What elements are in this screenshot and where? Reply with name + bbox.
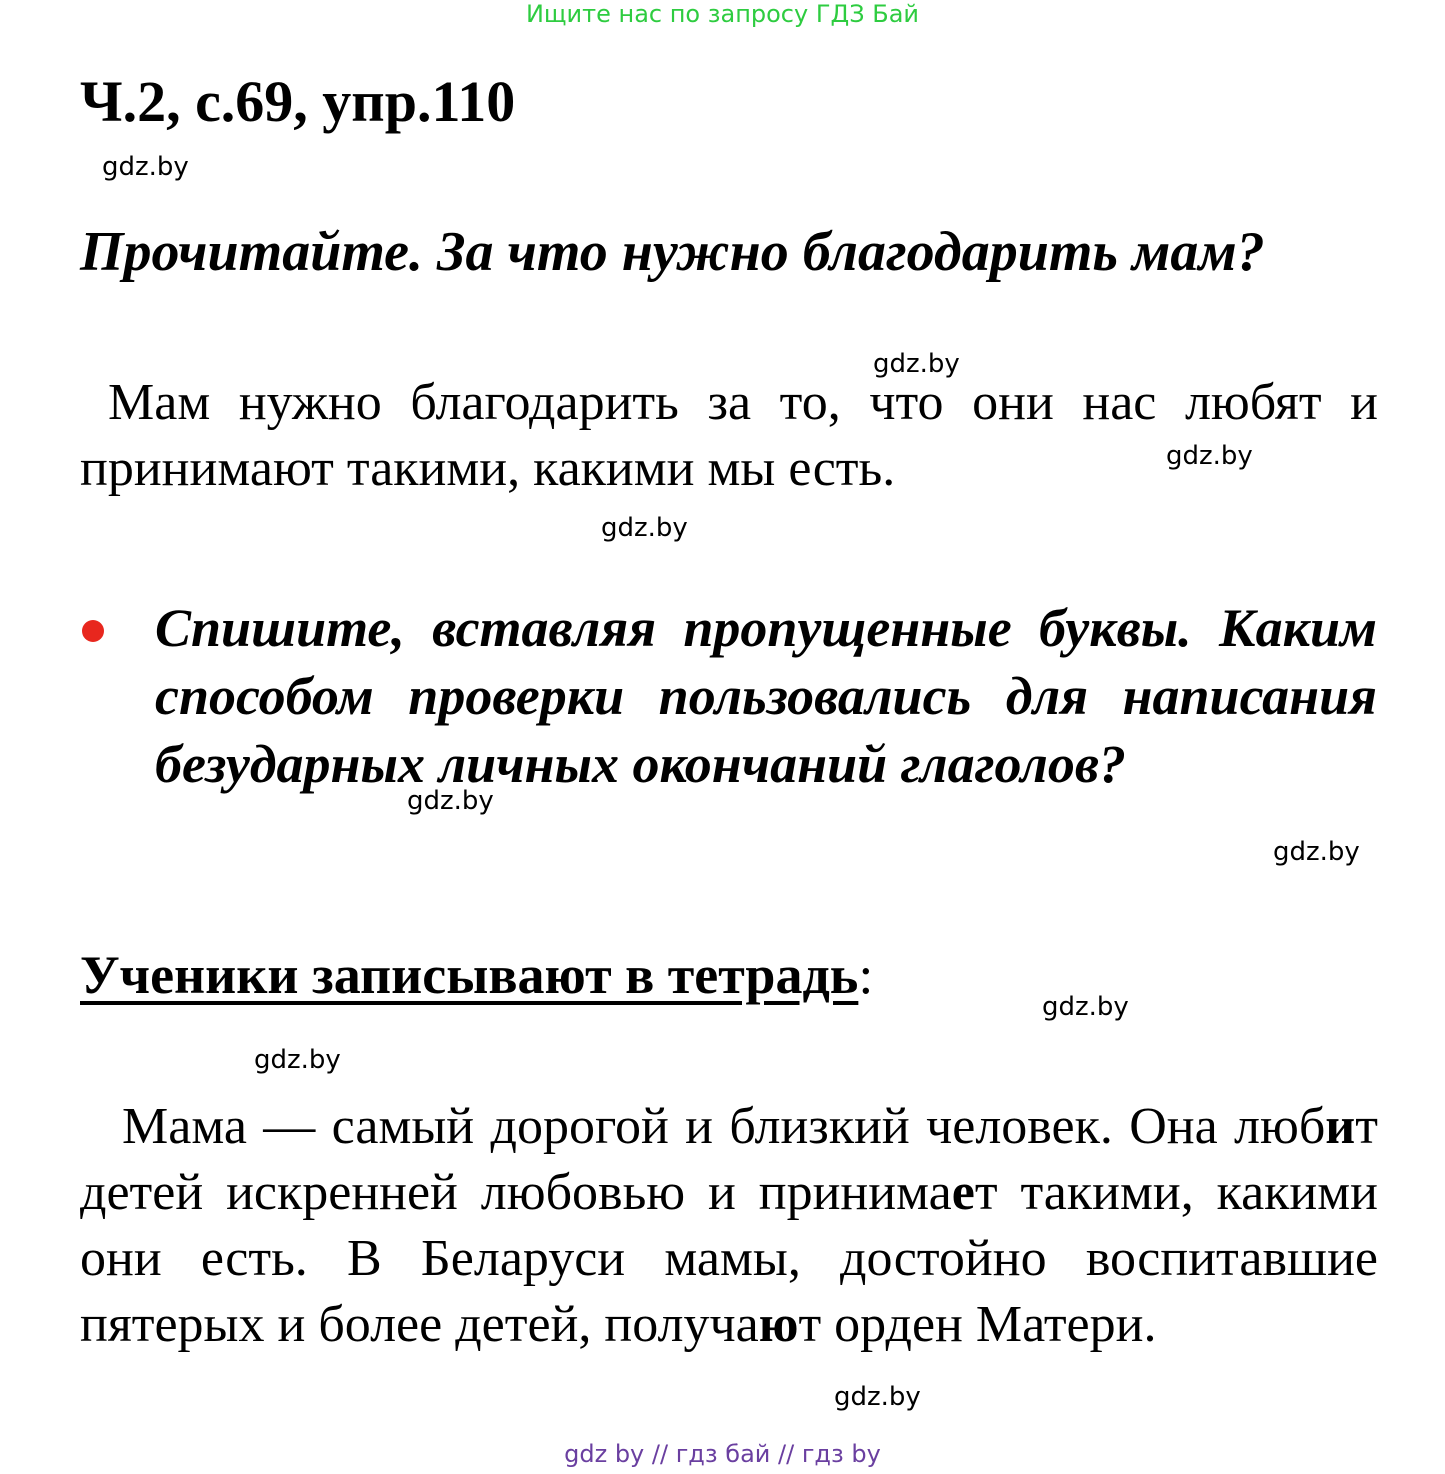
text-segment: т орден Матери.: [798, 1296, 1157, 1353]
text-segment: т такими, какими они есть. В Беларуси мамы, достойно воспитавшие пятерых и более детей, получа: [80, 1164, 1378, 1353]
section-heading: [80, 944, 873, 1006]
inserted-ending: е: [951, 1164, 975, 1221]
watermark: gdz.by: [601, 513, 688, 543]
top-banner[interactable]: Ищите нас по запросу ГДЗ Бай: [525, 0, 920, 28]
bullet-icon: [82, 620, 104, 642]
inserted-ending: ю: [758, 1296, 799, 1353]
watermark: gdz.by: [102, 152, 189, 182]
section-heading-text: Ученики записывают в тетрадь: [80, 945, 859, 1005]
text-segment: т детей искренней любовью и принима: [80, 1098, 1378, 1221]
watermark: gdz.by: [873, 349, 960, 379]
watermark: gdz.by: [834, 1382, 921, 1412]
page-title: Ч.2, с.69, упр.110: [80, 69, 516, 134]
task-instruction: Спишите, вставляя пропущенные буквы. Каким способом проверки пользовались для написания безударных личных окончаний глаголов?: [155, 598, 1377, 794]
watermark: gdz.by: [254, 1045, 341, 1075]
footer-links[interactable]: gdz by // гдз бай // гдз by: [564, 1440, 881, 1468]
notebook-text: [80, 1094, 1378, 1358]
task-question: Прочитайте. За что нужно благодарить мам?: [80, 221, 1265, 283]
heading-colon: :: [858, 945, 874, 1005]
answer-paragraph: Мам нужно благодарить за то, что они нас любят и принимают такими, какими мы есть.: [80, 374, 1378, 497]
inserted-ending: и: [1325, 1098, 1356, 1155]
watermark: gdz.by: [407, 786, 494, 816]
watermark: gdz.by: [1166, 441, 1253, 471]
text-segment: Мама — самый дорогой и близкий человек. Она люб: [122, 1098, 1326, 1155]
watermark: gdz.by: [1273, 837, 1360, 867]
watermark: gdz.by: [1042, 992, 1129, 1022]
